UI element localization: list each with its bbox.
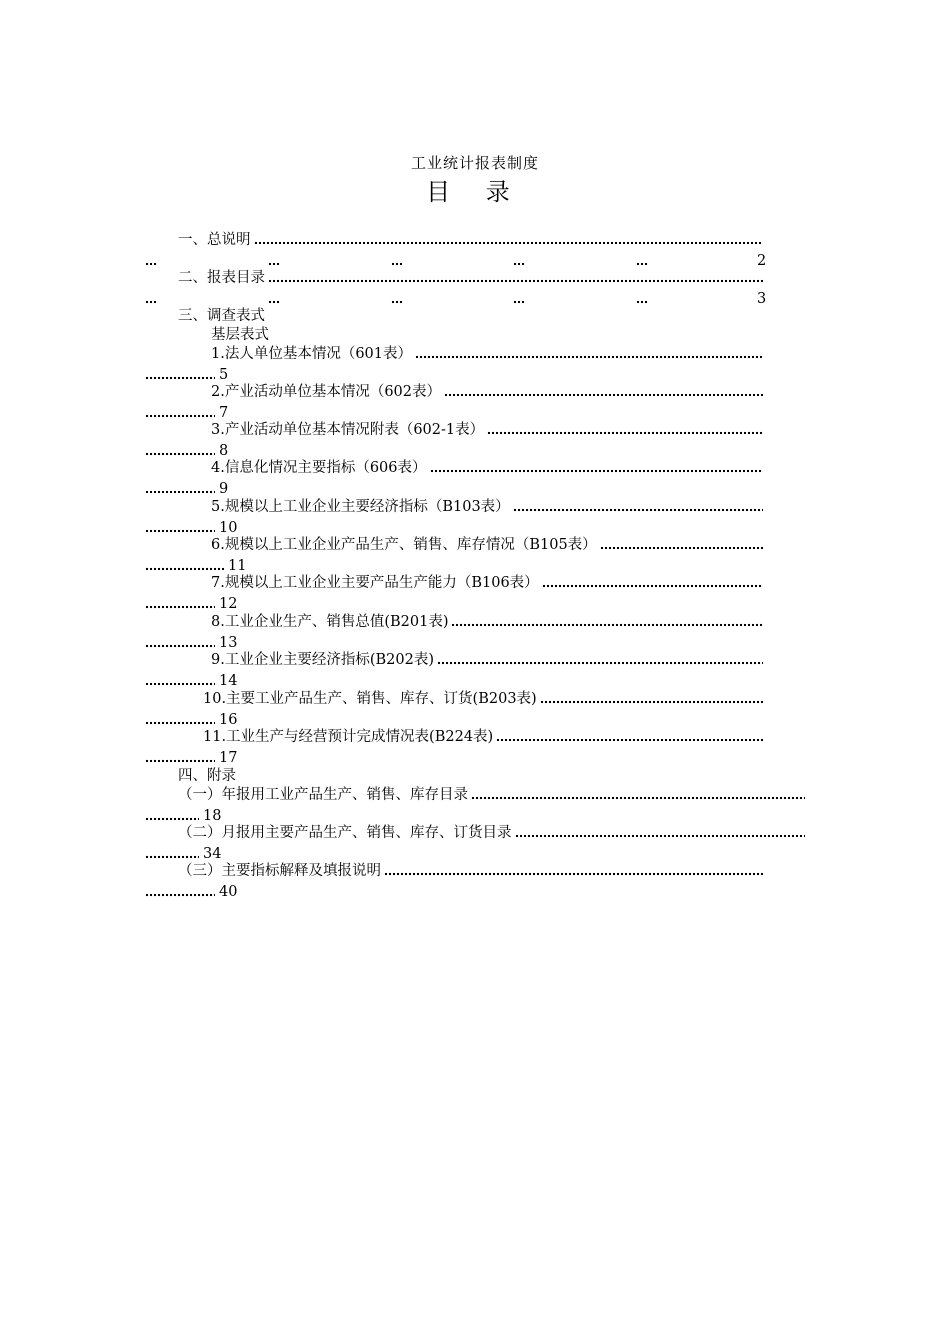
toc-entry-title: 一、总说明 xyxy=(178,232,251,248)
toc-entry xyxy=(0,421,950,440)
dot-leader xyxy=(145,817,199,821)
toc-entry-title: 三、调查表式 xyxy=(178,308,265,324)
toc-page-number: 10 xyxy=(219,520,238,536)
dot-leader xyxy=(254,241,764,245)
toc-page-number: 7 xyxy=(219,405,229,421)
dot-leader xyxy=(145,644,215,648)
toc-page-number: 12 xyxy=(219,596,238,612)
dot-leader xyxy=(145,605,215,609)
toc-entry-title: 4.信息化情况主要指标（606表） xyxy=(211,460,427,476)
dot-leader xyxy=(145,855,199,859)
dot-leader xyxy=(145,529,215,533)
toc-page-number: 3 xyxy=(757,291,767,307)
toc-entry-title: 6.规模以上工业企业产品生产、销售、库存情况（B105表） xyxy=(211,537,597,553)
toc-entry-title: 基层表式 xyxy=(211,327,269,343)
toc-page-number: 34 xyxy=(203,846,222,862)
dot-leader xyxy=(145,721,215,725)
dot-leader xyxy=(145,414,215,418)
dot-leader xyxy=(600,546,763,550)
dot-leader xyxy=(636,300,648,304)
dot-leader xyxy=(451,623,763,627)
toc-entry-title: 二、报表目录 xyxy=(178,270,265,286)
document-title: 工业统计报表制度 xyxy=(410,154,539,172)
toc-entry-continuation xyxy=(0,595,950,614)
toc-entry-title: 3.产业活动单位基本情况附表（602-1表） xyxy=(211,422,485,438)
toc-entry-title: 11.工业生产与经营预计完成情况表(B224表) xyxy=(203,729,494,745)
dot-leader xyxy=(145,262,157,266)
toc-entry-title: 5.规模以上工业企业主要经济指标（B103表） xyxy=(211,499,510,515)
toc-entry xyxy=(0,231,950,250)
dot-leader xyxy=(145,759,215,763)
toc-heading: 目 录 xyxy=(426,178,524,206)
dot-leader xyxy=(268,300,280,304)
dot-leader xyxy=(145,567,224,571)
toc-page-number: 11 xyxy=(228,558,247,574)
toc-entry-continuation xyxy=(0,749,950,768)
dot-leader xyxy=(384,872,763,876)
toc-entry-title: 7.规模以上工业企业主要产品生产能力（B106表） xyxy=(211,575,539,591)
toc-entry xyxy=(0,824,950,843)
toc-page-number: 16 xyxy=(219,712,238,728)
toc-entry xyxy=(0,326,950,345)
toc-entry-title: （二）月报用主要产品生产、销售、库存、订货目录 xyxy=(178,825,512,841)
dot-leader xyxy=(444,393,763,397)
dot-leader xyxy=(513,300,525,304)
toc-entry xyxy=(0,269,950,288)
dot-leader xyxy=(513,508,763,512)
toc-entry xyxy=(0,613,950,632)
dot-leader xyxy=(145,682,215,686)
toc-entry-title: 四、附录 xyxy=(178,768,236,784)
dot-leader xyxy=(487,431,763,435)
toc-page-number: 18 xyxy=(203,808,222,824)
toc-entry-title: 9.工业企业主要经济指标(B202表) xyxy=(211,652,434,668)
dot-leader xyxy=(515,834,806,838)
dot-leader xyxy=(268,279,763,283)
toc-entry-title: 10.主要工业产品生产、销售、库存、订货(B203表) xyxy=(203,691,537,707)
toc-entry-title: （三）主要指标解释及填报说明 xyxy=(178,863,381,879)
toc-entry-title: 1.法人单位基本情况（601表） xyxy=(211,346,413,362)
toc-entry xyxy=(0,728,950,747)
toc-page-number: 13 xyxy=(219,635,238,651)
toc-page-number: 14 xyxy=(219,673,238,689)
dot-leader xyxy=(391,262,403,266)
toc-page-number: 5 xyxy=(219,367,229,383)
toc-entry xyxy=(0,383,950,402)
toc-entry xyxy=(0,690,950,709)
dot-leader xyxy=(636,262,648,266)
toc-page-number: 8 xyxy=(219,443,229,459)
dot-leader xyxy=(513,262,525,266)
toc-entry-continuation xyxy=(0,480,950,499)
toc-entry xyxy=(0,307,950,326)
toc-entry xyxy=(0,786,950,805)
toc-entry xyxy=(0,459,950,478)
dot-leader xyxy=(145,893,215,897)
toc-entry xyxy=(0,498,950,517)
dot-leader xyxy=(430,469,763,473)
dot-leader xyxy=(540,700,763,704)
dot-leader xyxy=(268,262,280,266)
toc-page-number: 2 xyxy=(757,253,767,269)
toc-entry xyxy=(0,574,950,593)
dot-leader xyxy=(415,355,763,359)
toc-entry-continuation xyxy=(0,883,950,902)
toc-entry-title: 8.工业企业生产、销售总值(B201表) xyxy=(211,614,449,630)
toc-page-number: 40 xyxy=(219,884,238,900)
toc-entry xyxy=(0,345,950,364)
toc-entry-title: （一）年报用工业产品生产、销售、库存目录 xyxy=(178,787,468,803)
toc-entry-title: 2.产业活动单位基本情况（602表） xyxy=(211,384,442,400)
toc-page-number: 9 xyxy=(219,481,229,497)
dot-leader xyxy=(542,584,763,588)
dot-leader xyxy=(391,300,403,304)
dot-leader xyxy=(145,490,215,494)
toc-page-number: 17 xyxy=(219,750,238,766)
dot-leader xyxy=(471,796,805,800)
dot-leader xyxy=(496,738,763,742)
toc-entry-continuation xyxy=(0,672,950,691)
dot-leader xyxy=(145,452,215,456)
toc-entry xyxy=(0,862,950,881)
dot-leader xyxy=(437,661,763,665)
toc-entry xyxy=(0,651,950,670)
dot-leader xyxy=(145,376,215,380)
toc-entry xyxy=(0,767,950,786)
toc-entry xyxy=(0,536,950,555)
dot-leader xyxy=(145,300,157,304)
